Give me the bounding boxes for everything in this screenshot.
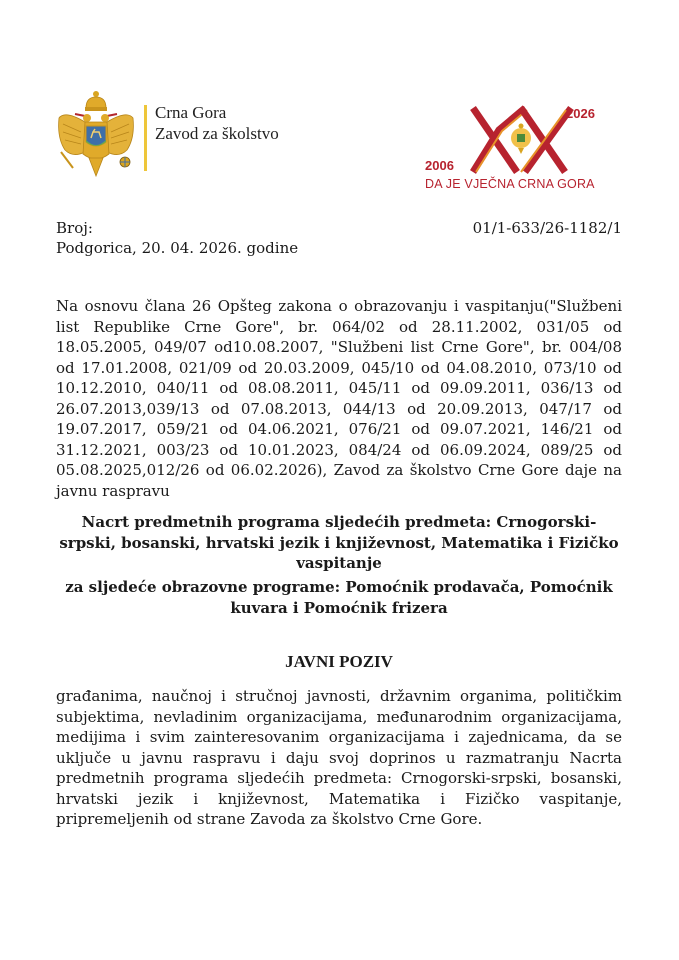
header-divider [144,105,147,171]
legal-basis-paragraph: Na osnovu člana 26 Opšteg zakona o obrazovanju i vaspitanju("Službeni list Republike Crne Gore", br. 064/02 od 28.11.2002, 031/05 od 18.05.2005, 049/07 od10.08.2007, "Službeni list Crne Gore", br. 004/08 od 17.01.2008, 021/09 od 20.03.2009, 045/10 od 04.08.2010, 073/10 od 10.12.2010, 040/11 od 08.08.2011, 045/11 od 09.09.2011, 036/13 od 26.07.2013,039/13 od 07.08.2013, 044/13 od 20.09.2013, 047/17 od 19.07.2017, 059/21 od 04.06.2021, 076/21 od 09.07.2021, 146/21 od 31.12.2021, 003/23 od 10.01.2023, 084/24 od 06.09.2024, 089/25 od 05.08.2025,012/26 od 06.02.2026), Zavod za školstvo Crne Gore daje na javnu raspravu [56,297,622,500]
public-call-body: građanima, naučnoj i stručnoj javnosti, državnim organima, političkim subjektima, nevladinim organizacijama, međunarodnim organizacijama, medijima i svim zainteresovanim organizacijama i zajednicama, da se uključe u javnu raspravu i daju svoj doprinos u razmatranju Nacrta predmetnih programa sljedećih predmeta: Crnogorski-srpski, bosanski, hrvatski jezik i književnost, Matematika i Fizičko vaspitanje, pripremeljenih od strane Zavoda za školstvo Crne Gore. [56,687,622,828]
document-meta [56,218,622,258]
jubilee-year-start: 2006 [425,158,454,173]
reference-number: 01/1-633/26-1182/1 [472,219,622,237]
jubilee-year-end: 2026 [566,106,595,121]
programs-subtitle: za sljedeće obrazovne programe: Pomoćnik prodavača, Pomoćnik kuvara i Pomoćnik frizera [65,578,613,617]
place-date: Podgorica, 20. 04. 2026. godine [56,239,299,257]
jubilee-slogan: DA JE VJEČNA CRNA GORA [425,177,595,191]
reference-label: Broj: [56,219,93,237]
institution-name [155,102,279,144]
coat-of-arms-icon [55,88,137,184]
institute-name: Zavod za školstvo [155,124,279,143]
draft-title: Nacrt predmetnih programa sljedećih predmeta: Crnogorski-srpski, bosanski, hrvatski jezik i književnost, Matematika i Fizičko vaspitanje [59,513,619,572]
public-call-heading: JAVNI POZIV [285,652,393,671]
country-name: Crna Gora [155,103,227,122]
